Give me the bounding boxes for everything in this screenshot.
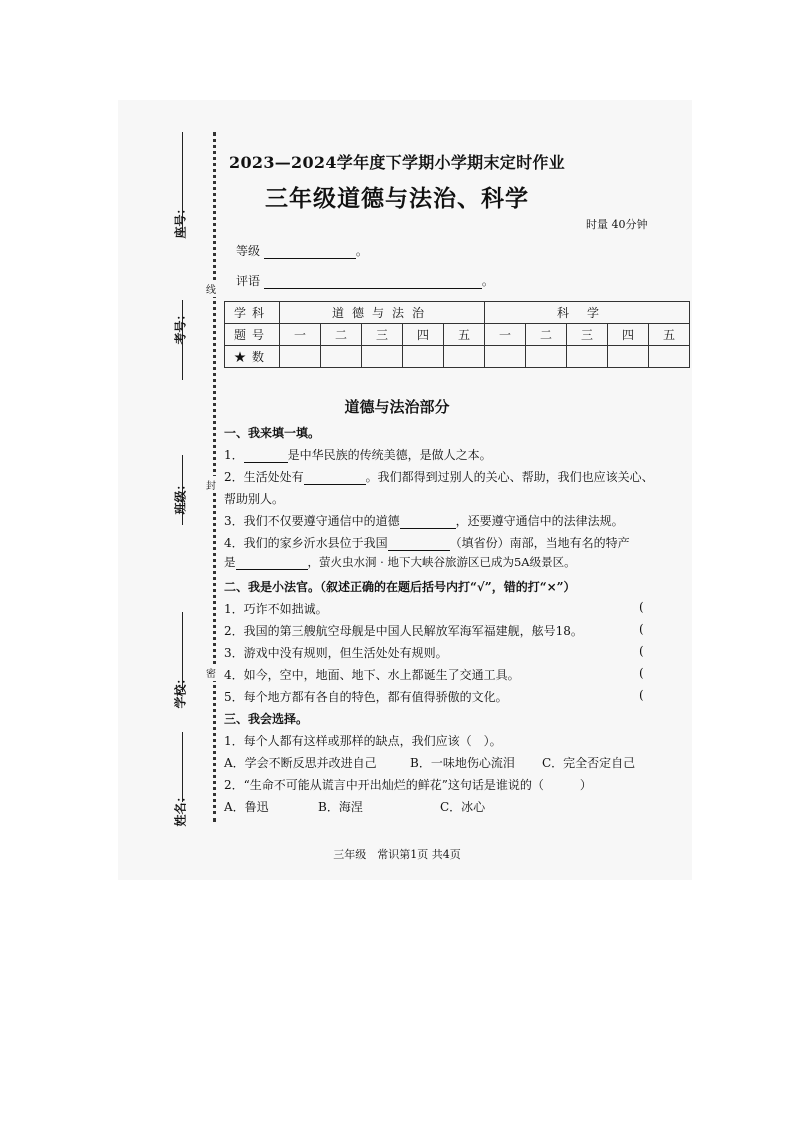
seat-label: 座号： <box>173 202 188 239</box>
question-number: 一 <box>485 324 526 346</box>
exam-title: 2023—2024学年度下学期小学期末定时作业 <box>229 153 565 172</box>
score-cell[interactable] <box>362 346 403 368</box>
question-number: 四 <box>608 324 649 346</box>
q2-blank[interactable] <box>304 472 366 485</box>
q4-text-b: （填省份）南部，当地有名的特产 <box>449 536 630 550</box>
score-cell[interactable] <box>444 346 485 368</box>
q4-text-c: 是 <box>224 555 236 569</box>
question-number: 四 <box>403 324 444 346</box>
fill-question-2-cont: 帮助别人。 <box>224 492 285 506</box>
cut-mark-line: 线 <box>206 280 216 297</box>
judge-item-2: 2．我国的第三艘航空母舰是中国人民解放军海军福建舰，舷号18。 <box>224 624 583 638</box>
judge-item-4: 4．如今，空中，地面、地下、水上都诞生了交通工具。 <box>224 668 520 682</box>
score-cell[interactable] <box>649 346 690 368</box>
choice-question-1: 1．每个人都有这样或那样的缺点，我们应该（ ）。 <box>224 734 502 748</box>
exam-no-label: 考号： <box>173 308 188 345</box>
grade-field <box>236 242 368 259</box>
class-label: 班级： <box>173 478 188 515</box>
q1-text: 是中华民族的传统美德，是做人之本。 <box>287 448 492 462</box>
score-table <box>224 301 690 368</box>
answer-paren[interactable]: ( <box>639 688 644 702</box>
answer-paren[interactable]: ( <box>639 600 644 614</box>
answer-paren[interactable]: ( <box>639 666 644 680</box>
choice-q2-option-c[interactable]: C．冰心 <box>440 800 486 814</box>
fill-question-3 <box>224 512 624 529</box>
subject-row-label: 学科 <box>225 302 280 324</box>
grade-blank[interactable] <box>264 247 356 259</box>
question-number: 五 <box>649 324 690 346</box>
exam-subtitle: 三年级道德与法治、科学 <box>265 185 529 212</box>
fill-question-1 <box>224 446 492 463</box>
comment-end-mark: 。 <box>481 274 494 288</box>
choice-q2-option-b[interactable]: B．海涅 <box>318 800 363 814</box>
question-number: 三 <box>567 324 608 346</box>
judge-item-5: 5．每个地方都有各自的特色，都有值得骄傲的文化。 <box>224 690 508 704</box>
fill-question-4 <box>224 534 630 551</box>
fill-question-4-cont <box>224 554 576 570</box>
score-cell[interactable] <box>526 346 567 368</box>
q3-text-a: 3．我们不仅要遵守通信中的道德 <box>224 514 400 528</box>
stars-row-label: ★数 <box>225 346 280 368</box>
grade-end-mark: 。 <box>355 244 368 258</box>
question-number: 三 <box>362 324 403 346</box>
time-limit: 时量 40分钟 <box>586 218 648 231</box>
q4-blank-province[interactable] <box>388 538 450 551</box>
part2-heading: 二、我是小法官。（叙述正确的在题后括号内打“√”，错的打“×”） <box>224 580 576 594</box>
fill-question-2 <box>224 468 654 485</box>
part3-heading: 三、我会选择。 <box>224 712 309 726</box>
comment-label: 评语 <box>236 274 261 288</box>
score-cell[interactable] <box>280 346 321 368</box>
q1-blank[interactable] <box>244 450 288 463</box>
comment-blank[interactable] <box>264 277 482 289</box>
score-cell[interactable] <box>485 346 526 368</box>
choice-q2-option-a[interactable]: A．鲁迅 <box>224 800 269 814</box>
score-cell[interactable] <box>321 346 362 368</box>
subject-science: 科学 <box>485 302 690 324</box>
part1-heading: 一、我来填一填。 <box>224 426 321 440</box>
grade-label: 等级 <box>236 244 261 258</box>
question-number: 一 <box>280 324 321 346</box>
page-footer: 三年级 常识第1页 共4页 <box>333 848 461 861</box>
q3-blank[interactable] <box>400 516 456 529</box>
number-row-label: 题号 <box>225 324 280 346</box>
name-label: 姓名： <box>173 790 188 827</box>
cut-mark-secret: 密 <box>206 664 216 681</box>
school-label: 学校： <box>173 672 188 709</box>
score-cell[interactable] <box>608 346 649 368</box>
score-cell[interactable] <box>403 346 444 368</box>
answer-paren[interactable]: ( <box>639 622 644 636</box>
q1-number: 1． <box>224 448 244 462</box>
question-number: 五 <box>444 324 485 346</box>
comment-field <box>236 272 494 289</box>
question-number: 二 <box>526 324 567 346</box>
score-cell[interactable] <box>567 346 608 368</box>
choice-q1-option-b[interactable]: B．一味地伤心流泪 <box>410 756 515 770</box>
choice-q1-option-a[interactable]: A．学会不断反思并改进自己 <box>224 756 377 770</box>
section-title: 道德与法治部分 <box>344 398 450 416</box>
q2-text-a: 2．生活处处有 <box>224 470 304 484</box>
judge-item-3: 3．游戏中没有规则，但生活处处有规则。 <box>224 646 448 660</box>
judge-item-1: 1．巧诈不如拙诚。 <box>224 602 328 616</box>
q4-text-a: 4．我们的家乡沂水县位于我国 <box>224 536 388 550</box>
choice-question-2: 2．“生命不可能从谎言中开出灿烂的鲜花”这句话是谁说的（ ） <box>224 778 592 792</box>
choice-q1-option-c[interactable]: C．完全否定自己 <box>542 756 636 770</box>
subject-morality: 道德与法治 <box>280 302 485 324</box>
answer-paren[interactable]: ( <box>639 644 644 658</box>
q4-text-d: ，萤火虫水洞 · 地下大峡谷旅游区已成为5A级景区。 <box>307 555 576 569</box>
q4-blank-specialty[interactable] <box>236 557 308 570</box>
q3-text-b: ，还要遵守通信中的法律法规。 <box>455 514 624 528</box>
q2-text-b: 。我们都得到过别人的关心、帮助，我们也应该关心、 <box>365 470 654 484</box>
question-number: 二 <box>321 324 362 346</box>
cut-mark-seal: 封 <box>206 476 216 493</box>
